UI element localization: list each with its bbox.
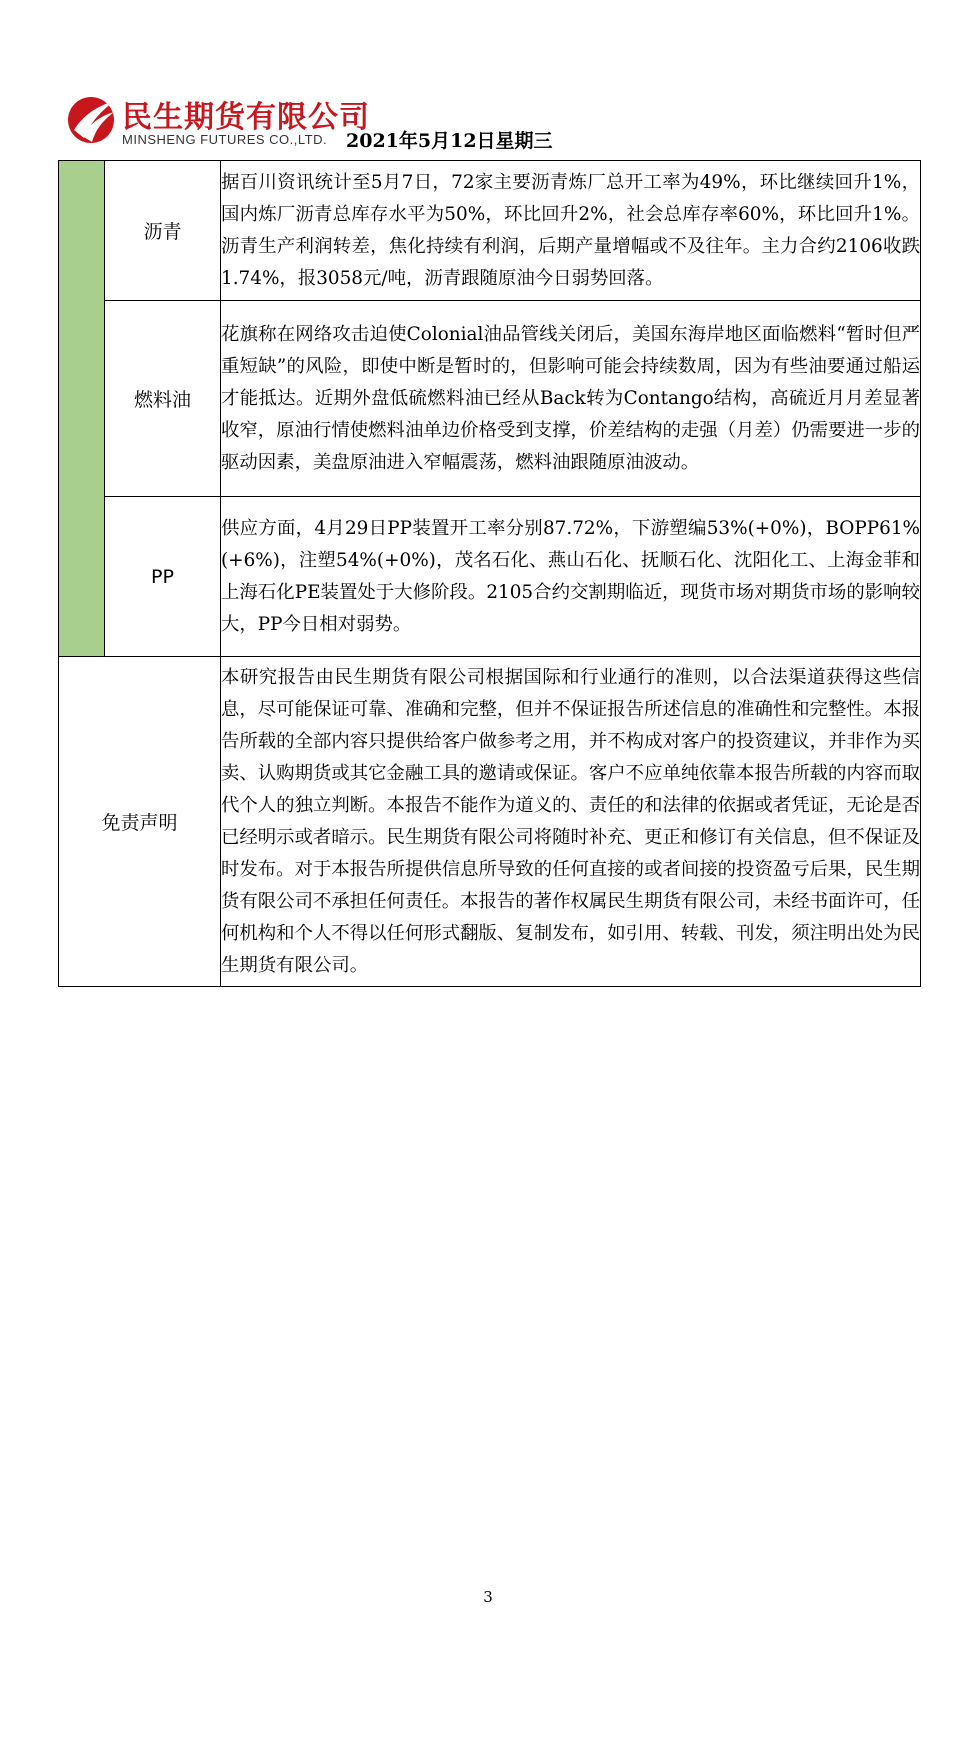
row-label-fuel-oil: 燃料油 <box>105 301 221 497</box>
company-name-en: MINSHENG FUTURES CO.,LTD. <box>122 132 328 147</box>
table-row <box>59 497 921 657</box>
disclaimer-text: 本研究报告由民生期货有限公司根据国际和行业通行的准则，以合法渠道获得这些信息，尽可能保证可靠、准确和完整，但并不保证报告所述信息的准确性和完整性。本报告所载的全部内容只提供给客户做参考之用，并不构成对客户的投资建议，并非作为买卖、认购期货或其它金融工具的邀请或保证。客户不应单纯依靠本报告所载的内容而取代个人的独立判断。本报告不能作为道义的、责任的和法律的依据或者凭证，无论是否已经明示或者暗示。民生期货有限公司将随时补充、更正和修订有关信息，但不保证及时发布。对于本报告所提供信息所导致的任何直接的或者间接的投资盈亏后果，民生期货有限公司不承担任何责任。本报告的著作权属民生期货有限公司，未经书面许可，任何机构和个人不得以任何形式翻版、复制发布，如引用、转载、刊发，须注明出处为民生期货有限公司。 <box>221 657 921 987</box>
row-text-fuel-oil: 花旗称在网络攻击迫使Colonial油品管线关闭后，美国东海岸地区面临燃料“暂时但严重短缺”的风险，即使中断是暂时的，但影响可能会持续数周，因为有些油要通过船运才能抵达。近期外盘低硫燃料油已经从Back转为Contango结构，高硫近月月差显著收窄，原油行情使燃料油单边价格受到支撑，价差结构的走强（月差）仍需要进一步的驱动因素，美盘原油进入窄幅震荡，燃料油跟随原油波动。 <box>221 301 921 497</box>
table-row <box>59 301 921 497</box>
report-date: 2021年5月12日星期三 <box>346 130 553 152</box>
row-label-asphalt: 沥青 <box>105 161 221 301</box>
row-text-pp: 供应方面，4月29日PP装置开工率分别87.72%，下游塑编53%(+0%)，BOPP61%(+6%)，注塑54%(+0%)，茂名石化、燕山石化、抚顺石化、沈阳化工、上海金菲和上海石化PE装置处于大修阶段。2105合约交割期临近，现货市场对期货市场的影响较大，PP今日相对弱势。 <box>221 497 921 657</box>
minsheng-logo-icon <box>66 90 118 146</box>
company-name-cn: 民生期货有限公司 <box>122 100 370 135</box>
page-number: 3 <box>483 1588 493 1606</box>
row-label-pp: PP <box>105 497 221 657</box>
table-row <box>59 161 921 301</box>
commodity-commentary-table <box>58 160 921 987</box>
row-text-asphalt: 据百川资讯统计至5月7日，72家主要沥青炼厂总开工率为49%，环比继续回升1%，国内炼厂沥青总库存水平为50%，环比回升2%，社会总库存率60%，环比回升1%。沥青生产利润转差，焦化持续有利润，后期产量增幅或不及往年。主力合约2106收跌1.74%，报3058元/吨，沥青跟随原油今日弱势回落。 <box>221 161 921 301</box>
page-header <box>66 88 766 152</box>
disclaimer-row <box>59 657 921 987</box>
disclaimer-label: 免责声明 <box>59 657 221 987</box>
section-color-band <box>59 161 105 657</box>
